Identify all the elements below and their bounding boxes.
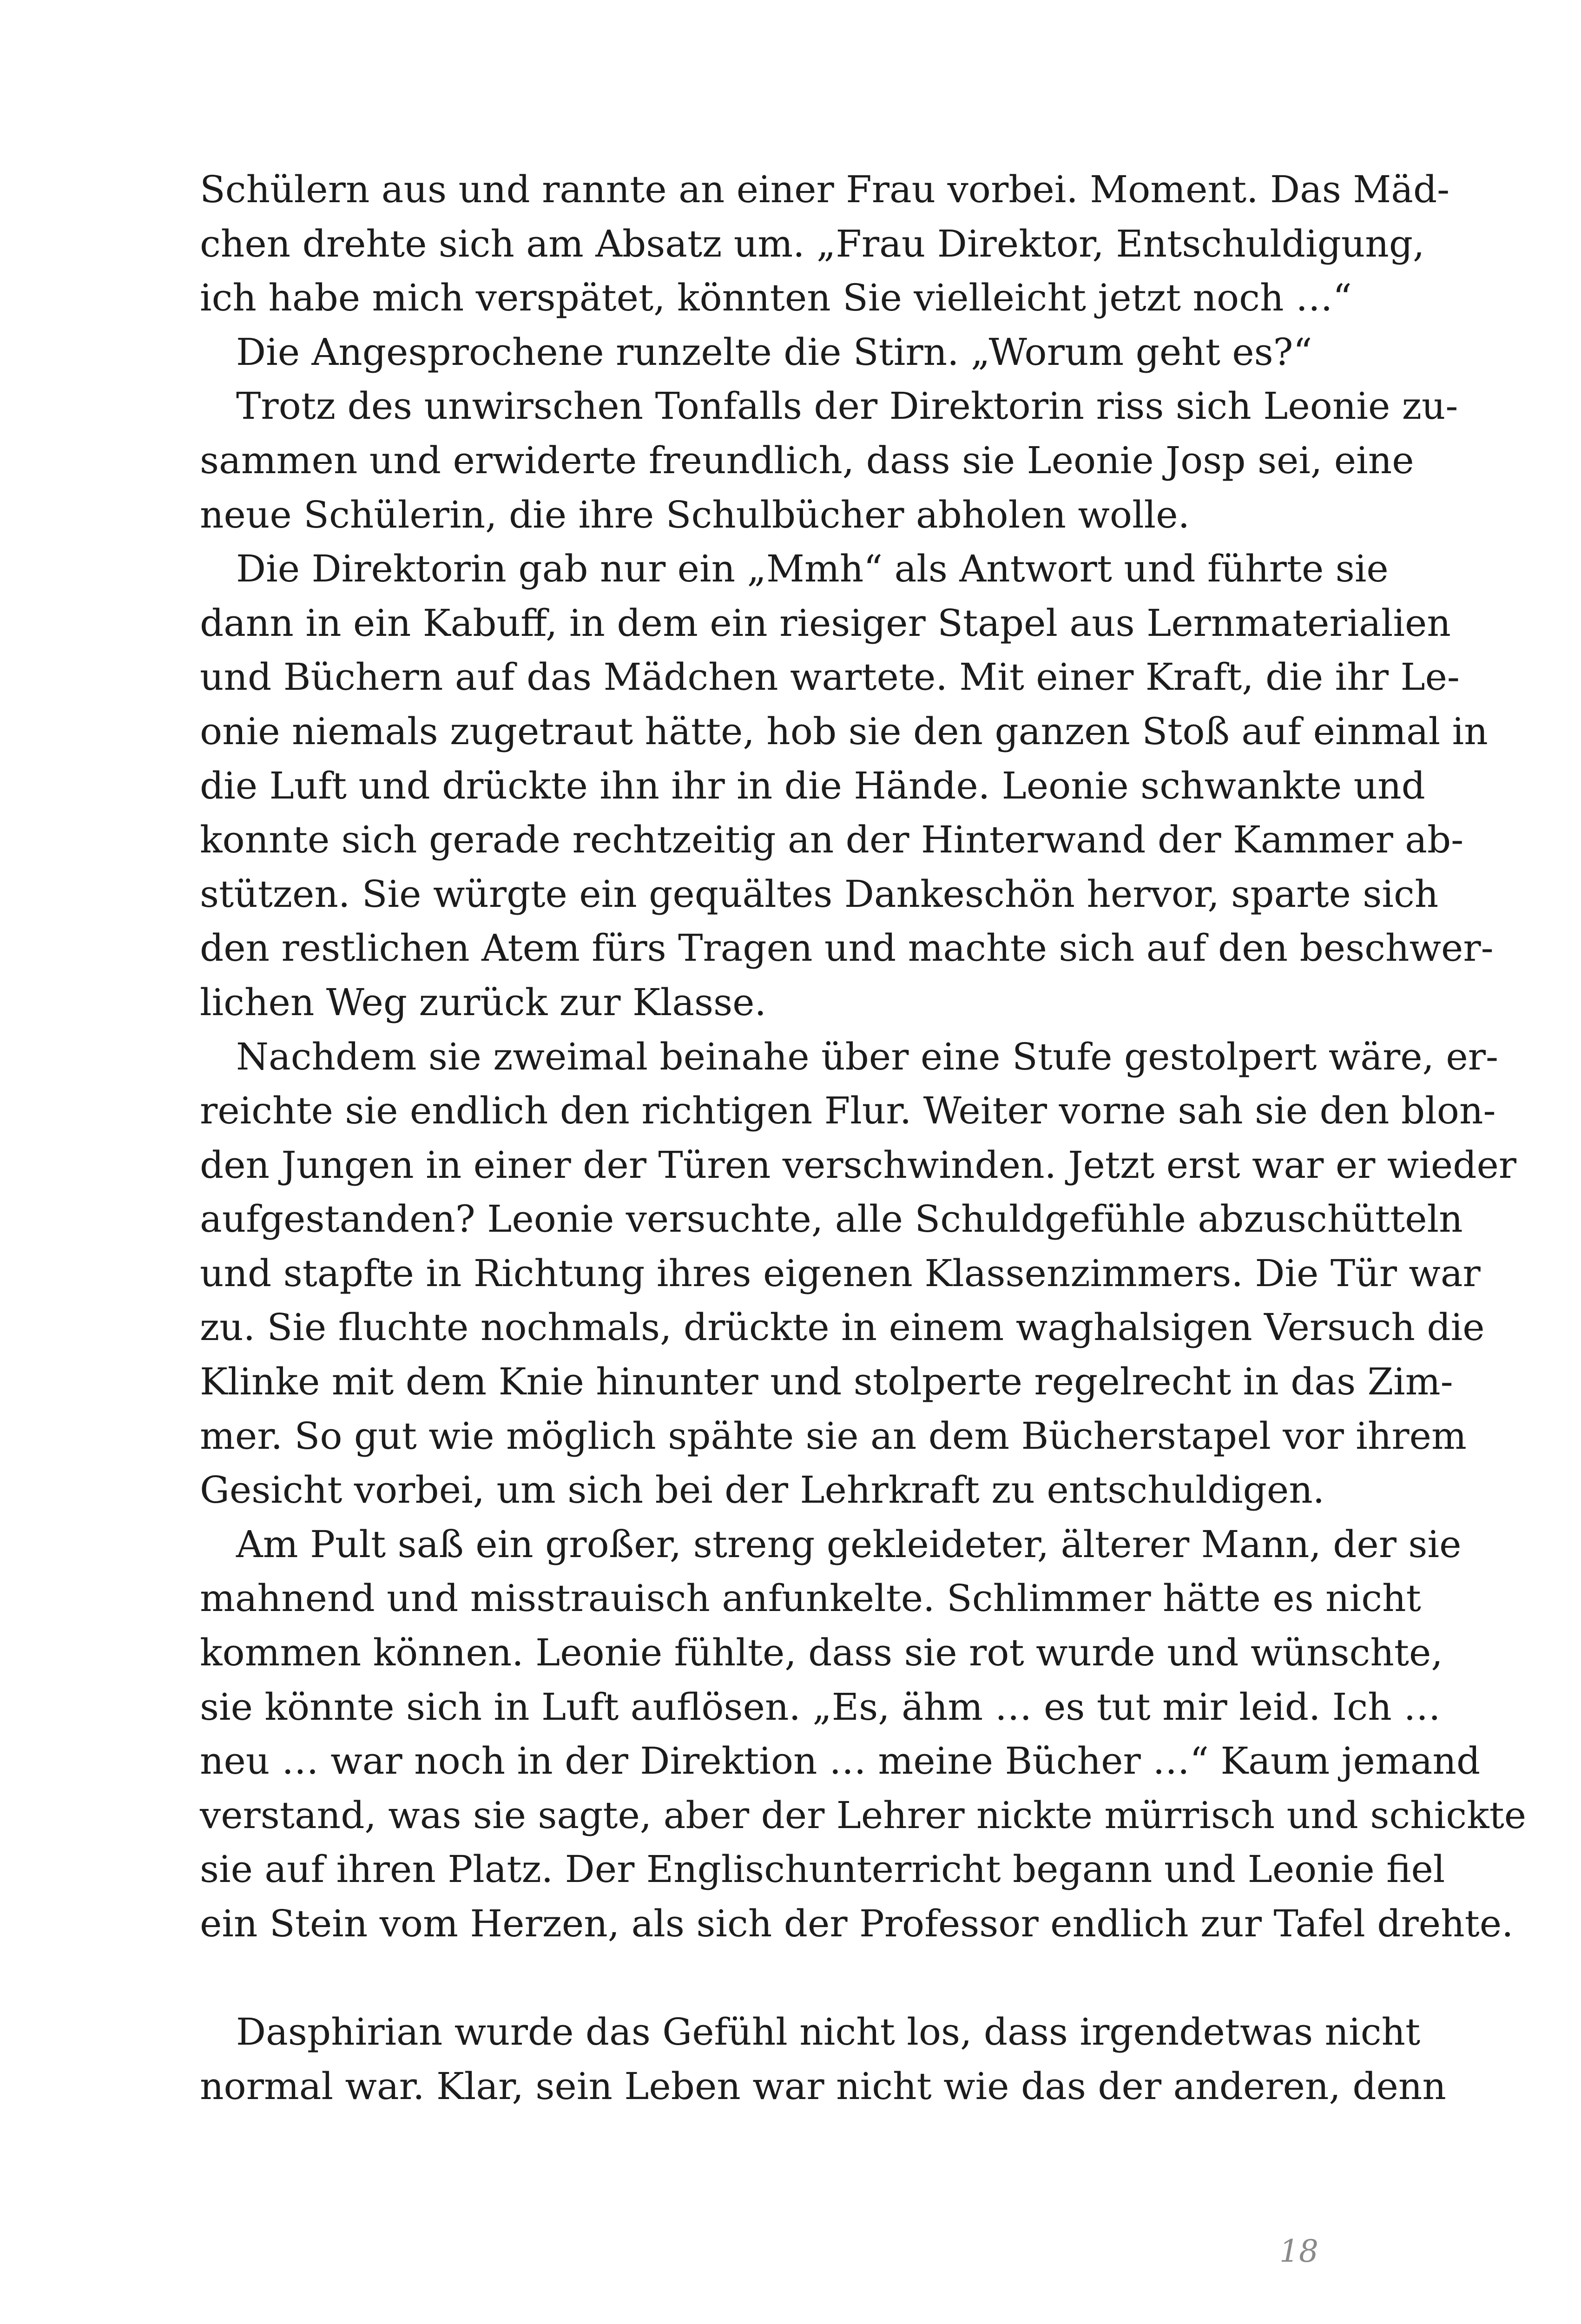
- text-line: Gesicht vorbei, um sich bei der Lehrkraft zu entschuldigen.: [200, 1468, 1325, 1512]
- text-line: aufgestanden? Leonie versuchte, alle Schuldgefühle abzuschütteln: [200, 1197, 1463, 1241]
- text-line: Klinke mit dem Knie hinunter und stolperte regelrecht in das Zim-: [200, 1360, 1453, 1404]
- text-line: Dasphirian wurde das Gefühl nicht los, dass irgendetwas nicht: [236, 2010, 1421, 2054]
- text-line: Trotz des unwirschen Tonfalls der Direktorin riss sich Leonie zu-: [236, 384, 1458, 428]
- text-line: zu. Sie fluchte nochmals, drückte in einem waghalsigen Versuch die: [200, 1306, 1485, 1349]
- text-line: mahnend und misstrauisch anfunkelte. Schlimmer hätte es nicht: [200, 1577, 1421, 1620]
- body-text: [200, 163, 1527, 2113]
- text-line: normal war. Klar, sein Leben war nicht wie das der anderen, denn: [200, 2064, 1446, 2108]
- text-line: chen drehte sich am Absatz um. „Frau Direktor, Entschuldigung,: [200, 222, 1425, 265]
- text-line: und Büchern auf das Mädchen wartete. Mit einer Kraft, die ihr Le-: [200, 655, 1460, 699]
- text-line: verstand, was sie sagte, aber der Lehrer nickte mürrisch und schickte: [200, 1793, 1527, 1837]
- text-line: reichte sie endlich den richtigen Flur. Weiter vorne sah sie den blon-: [200, 1089, 1496, 1133]
- page-number: 18: [1279, 2233, 1318, 2269]
- text-line: onie niemals zugetraut hätte, hob sie den ganzen Stoß auf einmal in: [200, 709, 1488, 753]
- text-line: neu … war noch in der Direktion … meine Bücher …“ Kaum jemand: [200, 1739, 1481, 1783]
- text-line: konnte sich gerade rechtzeitig an der Hinterwand der Kammer ab-: [200, 818, 1464, 862]
- text-line: neue Schülerin, die ihre Schulbücher abholen wolle.: [200, 493, 1190, 536]
- text-line: Nachdem sie zweimal beinahe über eine Stufe gestolpert wäre, er-: [236, 1035, 1499, 1078]
- text-line: Schülern aus und rannte an einer Frau vorbei. Moment. Das Mäd-: [200, 168, 1450, 211]
- text-line: den restlichen Atem fürs Tragen und machte sich auf den beschwer-: [200, 926, 1494, 970]
- text-line: mer. So gut wie möglich spähte sie an dem Bücherstapel vor ihrem: [200, 1414, 1467, 1458]
- text-line: stützen. Sie würgte ein gequältes Dankeschön hervor, sparte sich: [200, 872, 1439, 916]
- text-line: ein Stein vom Herzen, als sich der Professor endlich zur Tafel drehte.: [200, 1902, 1514, 1945]
- text-line: sie auf ihren Platz. Der Englischunterricht begann und Leonie fiel: [200, 1848, 1445, 1891]
- text-line: lichen Weg zurück zur Klasse.: [200, 980, 766, 1024]
- text-line: sammen und erwiderte freundlich, dass sie Leonie Josp sei, eine: [200, 438, 1414, 482]
- text-line: sie könnte sich in Luft auflösen. „Es, ähm … es tut mir leid. Ich …: [200, 1685, 1441, 1729]
- text-line: die Luft und drückte ihn ihr in die Hände. Leonie schwankte und: [200, 764, 1425, 807]
- section-break: [200, 1951, 1334, 2006]
- text-line: Am Pult saß ein großer, streng gekleideter, älterer Mann, der sie: [236, 1522, 1462, 1566]
- text-line: kommen können. Leonie fühlte, dass sie rot wurde und wünschte,: [200, 1631, 1443, 1675]
- text-line: Die Angesprochene runzelte die Stirn. „Worum geht es?“: [236, 330, 1312, 374]
- text-line: Die Direktorin gab nur ein „Mmh“ als Antwort und führte sie: [236, 547, 1389, 591]
- text-line: ich habe mich verspätet, könnten Sie vielleicht jetzt noch …“: [200, 276, 1352, 320]
- text-line: den Jungen in einer der Türen verschwinden. Jetzt erst war er wieder: [200, 1143, 1517, 1187]
- text-line: dann in ein Kabuff, in dem ein riesiger Stapel aus Lernmaterialien: [200, 601, 1451, 645]
- text-line: und stapfte in Richtung ihres eigenen Klassenzimmers. Die Tür war: [200, 1251, 1481, 1295]
